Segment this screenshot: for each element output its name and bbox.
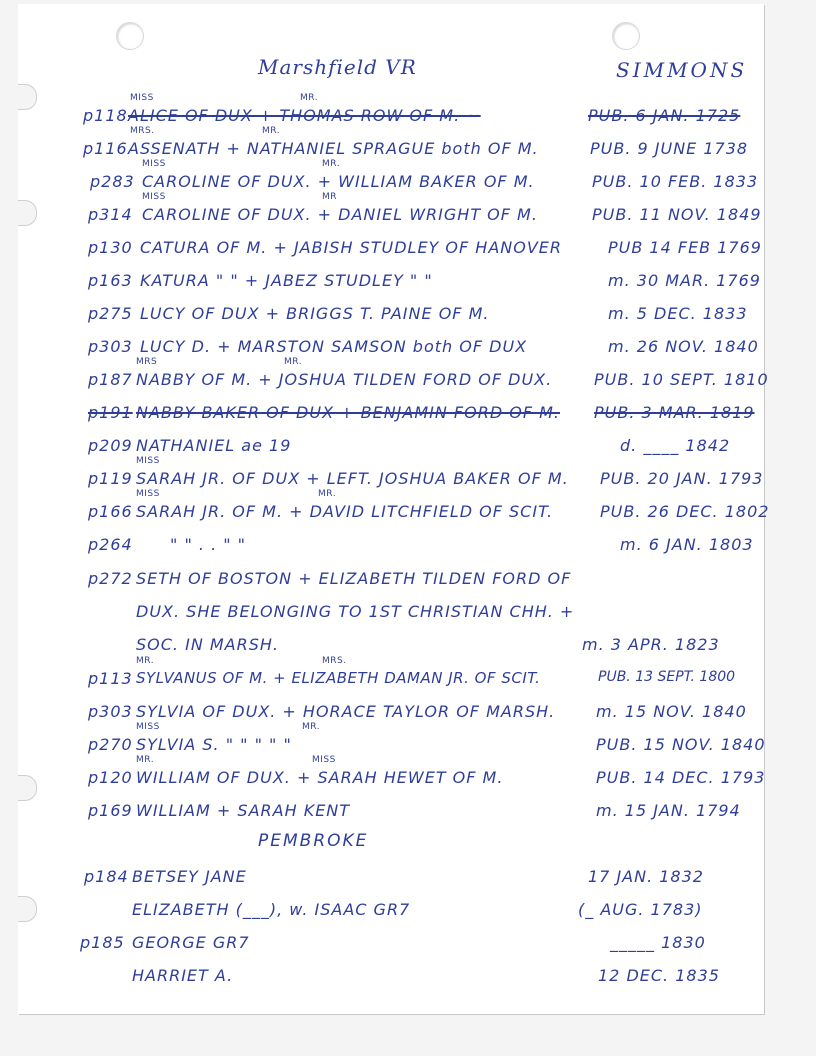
entry-date: PUB. 13 SEPT. 1800 bbox=[598, 669, 736, 685]
entry-date: m. 15 NOV. 1840 bbox=[596, 702, 747, 721]
punch-hole bbox=[612, 22, 640, 50]
entry-text: CATURA OF M. + JABISH STUDLEY OF HANOVER bbox=[140, 238, 563, 257]
entry-ref: p184 bbox=[84, 867, 129, 886]
honorific: MR. bbox=[136, 656, 155, 666]
entry-date: m. 3 APR. 1823 bbox=[582, 635, 720, 654]
entry-text: CAROLINE OF DUX. + DANIEL WRIGHT OF M. bbox=[142, 205, 538, 224]
entry-date: PUB. 26 DEC. 1802 bbox=[600, 502, 770, 521]
entry-ref: p275 bbox=[88, 304, 133, 323]
entry-text: HARRIET A. bbox=[132, 966, 234, 985]
entry-date: PUB. 3 MAR. 1819 bbox=[594, 403, 755, 422]
entry-date: PUB. 14 DEC. 1793 bbox=[596, 768, 766, 787]
entry-date: m. 6 JAN. 1803 bbox=[620, 535, 754, 554]
honorific: MRS. bbox=[322, 656, 347, 666]
entry-date: PUB. 9 JUNE 1738 bbox=[590, 139, 749, 158]
entry-date: 12 DEC. 1835 bbox=[598, 966, 720, 985]
honorific: MRS bbox=[136, 357, 158, 367]
entry-date: PUB. 10 SEPT. 1810 bbox=[594, 370, 769, 389]
entry-text: SARAH JR. OF DUX + LEFT. JOSHUA BAKER OF M. bbox=[136, 469, 569, 488]
entry-text: NABBY OF M. + JOSHUA TILDEN FORD OF DUX. bbox=[136, 370, 553, 389]
entry-text-continued: SOC. IN MARSH. bbox=[136, 635, 280, 654]
entry-text: SYLVIA S. " " " " " bbox=[136, 735, 292, 754]
honorific: MR. bbox=[136, 755, 155, 765]
entry-text: NATHANIEL ae 19 bbox=[136, 436, 292, 455]
entry-text-continued: DUX. SHE BELONGING TO 1ST CHRISTIAN CHH. + bbox=[136, 602, 575, 621]
entry-date: PUB 14 FEB 1769 bbox=[608, 238, 762, 257]
honorific: MISS bbox=[136, 489, 160, 499]
entry-text: SYLVIA OF DUX. + HORACE TAYLOR OF MARSH. bbox=[136, 702, 556, 721]
entry-ref: p303 bbox=[88, 337, 133, 356]
honorific: MISS bbox=[136, 456, 160, 466]
honorific: MR. bbox=[262, 126, 281, 136]
honorific: MR. bbox=[318, 489, 337, 499]
honorific: MR. bbox=[284, 357, 303, 367]
entry-text: " " . . " " bbox=[170, 535, 247, 554]
entry-ref: p272 bbox=[88, 569, 133, 588]
honorific: MISS bbox=[130, 93, 154, 103]
entry-text: LUCY D. + MARSTON SAMSON both OF DUX bbox=[140, 337, 528, 356]
entry-ref: p163 bbox=[88, 271, 133, 290]
entry-ref: p314 bbox=[88, 205, 133, 224]
punch-hole bbox=[116, 22, 144, 50]
entry-text: SARAH JR. OF M. + DAVID LITCHFIELD OF SCIT. bbox=[136, 502, 554, 521]
entry-date: m. 30 MAR. 1769 bbox=[608, 271, 761, 290]
entry-ref: p283 bbox=[90, 172, 135, 191]
entry-date: 17 JAN. 1832 bbox=[588, 867, 704, 886]
surname-header: SIMMONS bbox=[616, 58, 748, 82]
entry-date: (_ AUG. 1783) bbox=[578, 900, 703, 919]
entry-text: ELIZABETH (___), w. ISAAC GR7 bbox=[132, 900, 411, 919]
entry-ref: p130 bbox=[88, 238, 133, 257]
entry-text: BETSEY JANE bbox=[132, 867, 247, 886]
honorific: MR. bbox=[302, 722, 321, 732]
entry-text: KATURA " " + JABEZ STUDLEY " " bbox=[140, 271, 433, 290]
entry-text: WILLIAM + SARAH KENT bbox=[136, 801, 351, 820]
honorific: MISS bbox=[136, 722, 160, 732]
entry-text: ASSENATH + NATHANIEL SPRAGUE both OF M. bbox=[128, 139, 539, 158]
entry-date: PUB. 10 FEB. 1833 bbox=[592, 172, 759, 191]
entry-ref: p118 bbox=[83, 106, 128, 125]
entry-text: SYLVANUS OF M. + ELIZABETH DAMAN JR. OF SCIT. bbox=[136, 669, 541, 687]
entry-ref: p264 bbox=[88, 535, 133, 554]
entry-date: d. ____ 1842 bbox=[620, 436, 731, 455]
entry-ref: p169 bbox=[88, 801, 133, 820]
entry-text: CAROLINE OF DUX. + WILLIAM BAKER OF M. bbox=[142, 172, 535, 191]
entry-text: WILLIAM OF DUX. + SARAH HEWET OF M. bbox=[136, 768, 504, 787]
entry-text: GEORGE GR7 bbox=[132, 933, 250, 952]
entry-date: m. 15 JAN. 1794 bbox=[596, 801, 741, 820]
honorific: MISS bbox=[312, 755, 336, 765]
entry-ref: p209 bbox=[88, 436, 133, 455]
honorific: MISS bbox=[142, 159, 166, 169]
honorific: MR. bbox=[300, 93, 319, 103]
honorific: MISS bbox=[142, 192, 166, 202]
entry-ref: p166 bbox=[88, 502, 133, 521]
entry-date: PUB. 20 JAN. 1793 bbox=[600, 469, 764, 488]
entry-text: SETH OF BOSTON + ELIZABETH TILDEN FORD OF bbox=[136, 569, 572, 588]
honorific: MR bbox=[322, 192, 338, 202]
entry-date: m. 5 DEC. 1833 bbox=[608, 304, 748, 323]
entry-ref: p119 bbox=[88, 469, 133, 488]
honorific: MRS. bbox=[130, 126, 155, 136]
entry-ref: p303 bbox=[88, 702, 133, 721]
entry-ref: p187 bbox=[88, 370, 133, 389]
entry-date: PUB. 6 JAN. 1725 bbox=[588, 106, 741, 125]
entry-text: NABBY BAKER OF DUX + BENJAMIN FORD OF M. bbox=[136, 403, 561, 422]
entry-text: ALICE OF DUX + THOMAS ROW OF M. ~ bbox=[128, 106, 481, 125]
entry-ref: p185 bbox=[80, 933, 125, 952]
honorific: MR. bbox=[322, 159, 341, 169]
section-title: PEMBROKE bbox=[258, 831, 369, 851]
entry-date: _____ 1830 bbox=[610, 933, 706, 952]
page-title: Marshfield VR bbox=[258, 55, 417, 79]
entry-date: PUB. 15 NOV. 1840 bbox=[596, 735, 766, 754]
entry-date: m. 26 NOV. 1840 bbox=[608, 337, 759, 356]
entry-date: PUB. 11 NOV. 1849 bbox=[592, 205, 762, 224]
entry-ref: p191 bbox=[88, 403, 133, 422]
entry-text: LUCY OF DUX + BRIGGS T. PAINE OF M. bbox=[140, 304, 490, 323]
entry-ref: p116 bbox=[83, 139, 128, 158]
entry-ref: p270 bbox=[88, 735, 133, 754]
entry-ref: p120 bbox=[88, 768, 133, 787]
entry-ref: p113 bbox=[88, 669, 133, 688]
